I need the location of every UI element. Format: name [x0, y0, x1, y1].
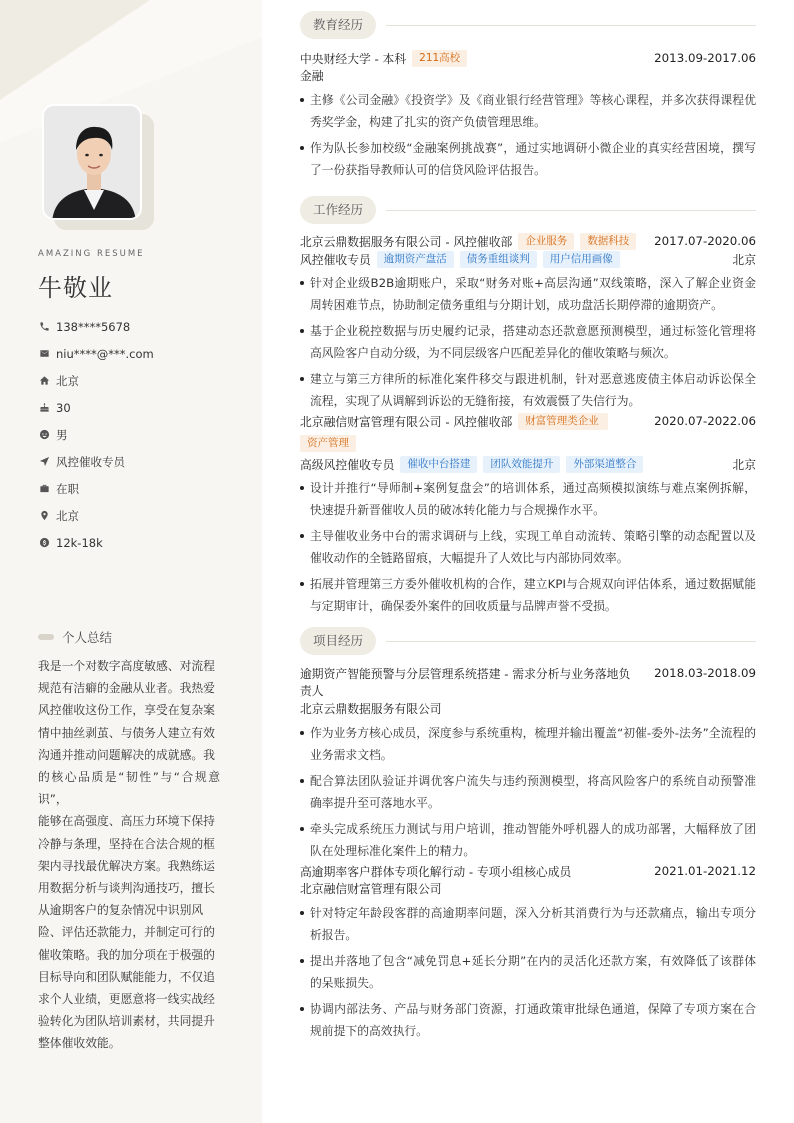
summary-text — [38, 655, 220, 1055]
info-salary — [38, 529, 248, 556]
cake-icon — [38, 402, 50, 414]
summary-heading-bar — [38, 634, 54, 640]
summary-line: 情中抽丝剥茧、与债务人建立有效 — [38, 725, 215, 740]
info-home-city — [38, 367, 248, 394]
project-name: 高逾期率客户群体专项化解行动 - 专项小组核心成员 — [300, 864, 572, 879]
project-header-row — [300, 664, 756, 682]
company-name: 北京云鼎数据服务有限公司 - 风控催收部 — [300, 234, 513, 249]
project-header-row — [300, 862, 756, 880]
sidebar — [0, 0, 262, 1123]
bullet-item: 针对特定年龄段客群的高逾期率问题，深入分析其消费行为与还款痛点，输出专项分析报告。 — [300, 902, 756, 946]
bullet-item: 主导催收业务中台的需求调研与上线，实现工单自动流转、策略引擎的动态配置以及催收动作的全链路留痕，大幅提升了人效比与内部协同效率。 — [300, 525, 756, 569]
info-job-target — [38, 448, 248, 475]
role-tag: 催收中台搭建 — [400, 456, 477, 473]
profile-photo — [42, 104, 142, 220]
bullet-item: 作为业务方核心成员，深度参与系统重构，梳理并输出覆盖“初催-委外-法务”全流程的业务需求文档。 — [300, 722, 756, 766]
company-tag: 财富管理类企业 — [518, 413, 608, 430]
role-name: 风控催收专员 — [300, 252, 371, 267]
summary-line: 冷静与条理，坚持在合法合规的框 — [38, 836, 215, 851]
home-icon — [38, 375, 50, 387]
education-title: 教育经历 — [300, 11, 376, 39]
summary-line: 整体催收效能。 — [38, 1036, 121, 1051]
major: 金融 — [300, 69, 324, 83]
project-name-continued: 责人 — [300, 684, 324, 698]
info-text: 30 — [56, 400, 71, 415]
summary-line: 风控催收这份工作，享受在复杂案 — [38, 703, 215, 718]
summary-line: 能够在高强度、高压力环境下保持 — [38, 814, 215, 829]
info-text: 男 — [56, 427, 68, 442]
briefcase-icon — [38, 483, 50, 495]
summary-line: 从逾期客户的复杂情况中识别风 — [38, 903, 204, 918]
summary-line: 的核心品质是“韧性”与“合规意识”， — [38, 770, 220, 807]
summary-line: 规范有洁癖的金融从业者。我热爱 — [38, 681, 215, 696]
project-entry-1 — [300, 664, 756, 862]
company-tag: 企业服务 — [518, 233, 574, 250]
avatar-illustration — [44, 106, 142, 220]
info-text: 风控催收专员 — [56, 454, 125, 469]
project-bullets — [300, 722, 756, 862]
bullet-item: 提出并落地了包含“减免罚息+延长分期”在内的灵活化还款方案，有效降低了该群体的呆账损失。 — [300, 950, 756, 994]
info-text: 138****5678 — [56, 319, 131, 334]
summary-line: 用数据分析与谈判沟通技巧，擅长 — [38, 881, 215, 896]
summary-line: 架内寻找最优解决方案。我熟练运 — [38, 858, 215, 873]
info-gender — [38, 421, 248, 448]
bullet-item: 基于企业税控数据与历史履约记录，搭建动态还款意愿预测模型，通过标签化管理将高风险客户自动分级，为不同层级客户匹配差异化的催收策略与频次。 — [300, 320, 756, 364]
decorative-triangle — [0, 0, 150, 100]
summary-line: 求个人业绩，更愿意将一线实战经 — [38, 992, 215, 1007]
school-name: 中央财经大学 - 本科 — [300, 51, 407, 66]
work-section-heading — [300, 196, 756, 224]
work-company-row — [300, 232, 756, 250]
company-name: 北京融信财富管理有限公司 - 风控催收部 — [300, 414, 513, 429]
info-location — [38, 502, 248, 529]
salary-icon — [38, 537, 50, 549]
work-entry-1 — [300, 232, 756, 412]
info-phone — [38, 313, 248, 340]
bullet-item: 拓展并管理第三方委外催收机构的合作，建立KPI与合规双向评估体系，通过数据赋能与定期审计，确保委外案件的回收质量与品牌声誉不受损。 — [300, 573, 756, 617]
phone-icon — [38, 321, 50, 333]
projects-title: 项目经历 — [300, 627, 376, 655]
role-tag: 债务重组谈判 — [460, 251, 537, 268]
education-header-row — [300, 49, 756, 67]
work-city: 北京 — [732, 252, 756, 267]
role-tag: 外部渠道整合 — [566, 456, 643, 473]
summary-line: 沟通并推动问题解决的成就感。我 — [38, 747, 215, 762]
profile-photo-frame — [42, 104, 142, 220]
project-bullets — [300, 902, 756, 1042]
work-role-row — [300, 455, 756, 473]
education-section-heading — [300, 11, 756, 39]
section-divider — [386, 641, 756, 642]
info-text: niu****@***.com — [56, 346, 154, 361]
send-icon — [38, 456, 50, 468]
school-tag: 211高校 — [412, 50, 467, 67]
project-company: 北京融信财富管理有限公司 — [300, 882, 442, 896]
summary-line: 目标导向和团队赋能能力，不仅追 — [38, 969, 215, 984]
work-company-tag-row — [300, 434, 756, 452]
project-company: 北京云鼎数据服务有限公司 — [300, 702, 442, 716]
summary-heading — [38, 628, 112, 646]
location-pin-icon — [38, 510, 50, 522]
summary-line: 险、评估还款能力，并制定可行的 — [38, 925, 215, 940]
education-entry — [300, 49, 756, 181]
gender-icon — [38, 429, 50, 441]
work-city: 北京 — [732, 457, 756, 472]
info-text: 在职 — [56, 481, 79, 496]
project-date: 2018.03-2018.09 — [654, 666, 756, 680]
info-text: 北京 — [56, 508, 79, 523]
role-tag: 团队效能提升 — [483, 456, 560, 473]
work-title: 工作经历 — [300, 196, 376, 224]
role-tag: 用户信用画像 — [543, 251, 620, 268]
projects-section-heading — [300, 627, 756, 655]
education-bullets — [300, 89, 756, 181]
work-entry-2 — [300, 412, 756, 617]
work-bullets — [300, 477, 756, 617]
info-text: 12k-18k — [56, 535, 103, 550]
work-bullets — [300, 272, 756, 412]
company-tag: 数据科技 — [580, 233, 636, 250]
project-name: 逾期资产智能预警与分层管理系统搭建 - 需求分析与业务落地负 — [300, 666, 631, 681]
summary-line: 催收策略。我的加分项在于极强的 — [38, 947, 215, 962]
role-tag: 逾期资产盘活 — [377, 251, 454, 268]
work-date: 2017.07-2020.06 — [654, 234, 756, 248]
bullet-item: 针对企业级B2B逾期账户，采取“财务对账+高层沟通”双线策略，深入了解企业资金周转困难节点，协助制定债务重组与分期计划，成功盘活长期停滞的逾期资产。 — [300, 272, 756, 316]
section-divider — [386, 210, 756, 211]
work-role-row — [300, 250, 756, 268]
info-email — [38, 340, 248, 367]
mail-icon — [38, 348, 50, 360]
project-entry-2 — [300, 862, 756, 1042]
work-date: 2020.07-2022.06 — [654, 414, 756, 428]
bullet-item: 配合算法团队验证并调优客户流失与违约预测模型，将高风险客户的系统自动预警准确率提升至可落地水平。 — [300, 770, 756, 814]
company-tag: 资产管理 — [300, 435, 356, 452]
summary-line: 我是一个对数字高度敏感、对流程 — [38, 659, 215, 673]
info-age — [38, 394, 248, 421]
bullet-item: 建立与第三方律所的标准化案件移交与跟进机制，针对恶意逃废债主体启动诉讼保全流程，实现了从调解到诉讼的无缝衔接，有效震慑了失信行为。 — [300, 368, 756, 412]
candidate-name: 牛敬业 — [38, 274, 113, 302]
bullet-item: 主修《公司金融》《投资学》及《商业银行经营管理》等核心课程，并多次获得课程优秀奖学金，构建了扎实的资产负债管理思维。 — [300, 89, 756, 133]
summary-title: 个人总结 — [62, 630, 113, 645]
contact-info-list — [38, 313, 248, 556]
bullet-item: 协调内部法务、产品与财务部门资源，打通政策审批绿色通道，保障了专项方案在合规前提下的高效执行。 — [300, 998, 756, 1042]
summary-line: 验转化为团队培训素材，共同提升 — [38, 1014, 215, 1029]
info-status — [38, 475, 248, 502]
info-text: 北京 — [56, 373, 79, 388]
section-divider — [386, 25, 756, 26]
brand-label: AMAZING RESUME — [38, 249, 145, 259]
role-name: 高级风控催收专员 — [300, 457, 395, 472]
work-company-row — [300, 412, 756, 430]
education-date: 2013.09-2017.06 — [654, 51, 756, 65]
bullet-item: 牵头完成系统压力测试与用户培训，推动智能外呼机器人的成功部署，大幅释放了团队在处理标准化案件上的精力。 — [300, 818, 756, 862]
bullet-item: 设计并推行“导师制+案例复盘会”的培训体系，通过高频模拟演练与难点案例拆解，快速提升新晋催收人员的破冰转化能力与合规操作水平。 — [300, 477, 756, 521]
bullet-item: 作为队长参加校级“金融案例挑战赛”，通过实地调研小微企业的真实经营困境，撰写了一份获指导教师认可的信贷风险评估报告。 — [300, 137, 756, 181]
project-date: 2021.01-2021.12 — [654, 864, 756, 878]
